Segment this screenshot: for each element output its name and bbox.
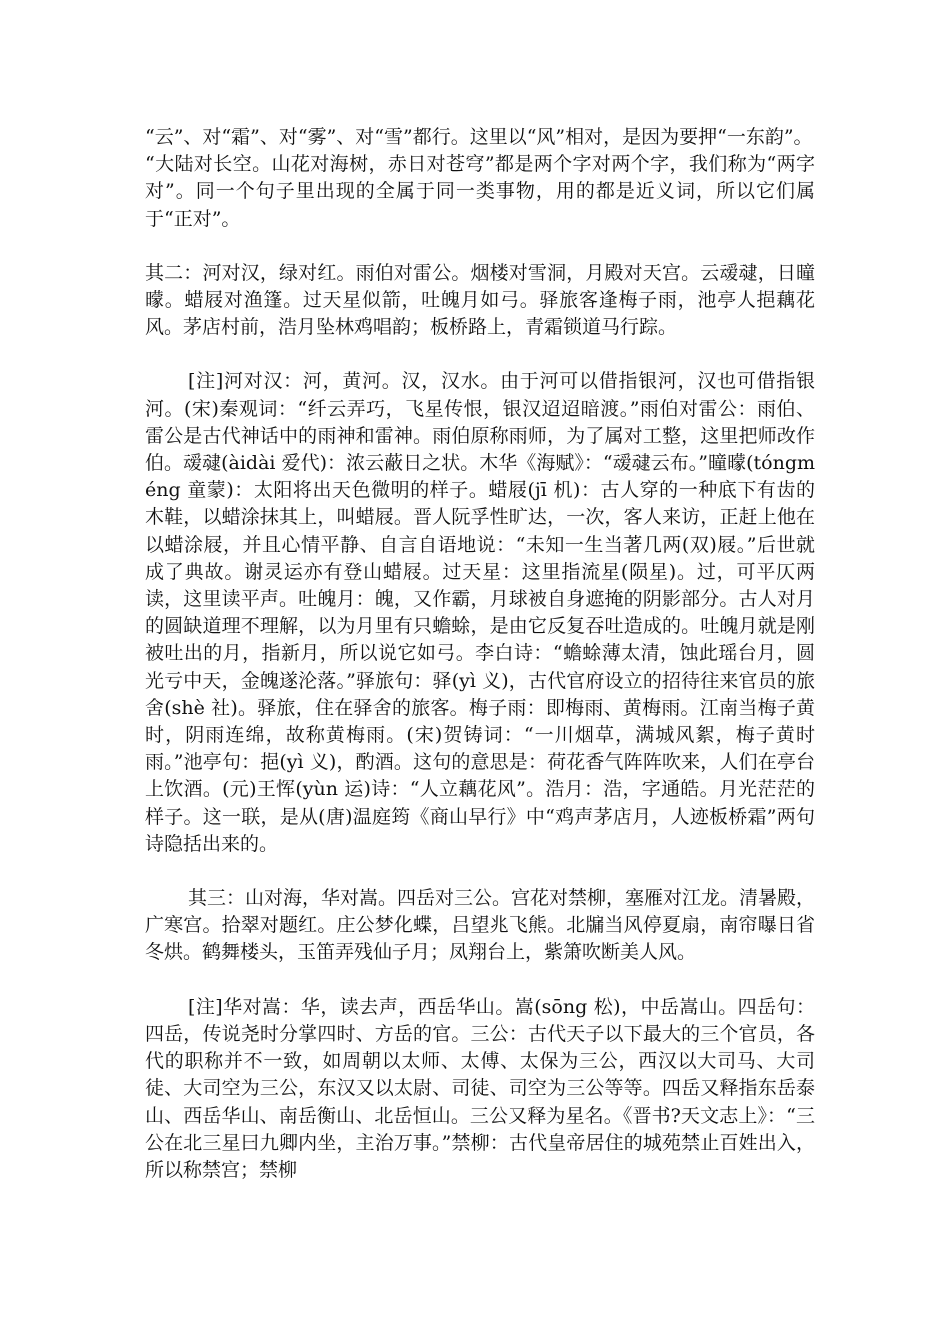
paragraph-note-qi-er: [注]河对汉：河，黄河。汉，汉水。由于河可以借指银河，汉也可借指银河。(宋)秦观词：“纤云弄巧，飞星传恨，银汉迢迢暗渡。”雨伯对雷公：雨伯、雷公是古代神话中的雨神和雷神。雨伯原称雨师，为了属对工整，这里把师改作伯。叆叇(àidài 爱代)：浓云蔽日之状。木华《海赋》：“叆叇云布。”曈曚(tóngméng 童蒙)：太阳将出天色微明的样子。蜡屐(jī 机)：古人穿的一种底下有齿的木鞋，以蜡涂抹其上，叫蜡屐。晋人阮孚性旷达，一次，客人来访，正赶上他在以蜡涂屐，并且心情平静、自言自语地说：“未知一生当著几两(双)屐。”后世就成了典故。谢灵运亦有登山蜡屐。过天星：这里指流星(陨星)。过，可平仄两读，这里读平声。吐魄月：魄，又作霸，月球被自身遮掩的阴影部分。古人对月的圆缺道理不理解，以为月里有只蟾蜍，是由它反复吞吐造成的。吐魄月就是刚被吐出的月，指新月，所以说它如弓。李白诗：“蟾蜍薄太清，蚀此瑶台月，圆光亏中天，金魄遂沦落。”驿旅句：驿(yì 义)，古代官府设立的招待往来官员的旅舍(shè 社)。驿旅，住在驿舍的旅客。梅子雨：即梅雨、黄梅雨。江南当梅子黄时，阴雨连绵，故称黄梅雨。(宋)贺铸词：“一川烟草，满城风絮，梅子黄时雨。”池亭句：挹(yì 义)，酌酒。这句的意思是：荷花香气阵阵吹来，人们在亭台上饮酒。(元)王恽(yùn 运)诗：“人立藕花风”。浩月：浩，字通皓。月光茫茫的样子。这一联，是从(唐)温庭筠《商山早行》中“鸡声茅店月，人迹板桥霜”两句诗隐括出来的。 (145, 370, 815, 855)
paragraph-feng-rhyme: “云”、对“霜”、对“雾”、对“雪”都行。这里以“风”相对，是因为要押“一东韵”。 (145, 126, 813, 148)
paragraph-gap (145, 858, 815, 885)
paragraph-liang-zi-dui: “大陆对长空。山花对海树，赤日对苍穹”都是两个字对两个字，我们称为“两字对”。同一个句子里出现的全属于同一类事物，用的都是近义词，所以它们属于“正对”。 (145, 153, 815, 230)
paragraph-note-qi-san: [注]华对嵩：华，读去声，西岳华山。嵩(sōng 松)，中岳嵩山。四岳句：四岳，传说尧时分掌四时、方岳的官。三公：古代天子以下最大的三个官员，各代的职称并不一致，如周朝以太师、太傅、太保为三公，西汉以大司马、大司徒、大司空为三公，东汉又以太尉、司徒、司空为三公等等。四岳又释指东岳泰山、西岳华山、南岳衡山、北岳恒山。三公又释为星名。《晋书?天文志上》：“三公在北三星曰九卿内坐，主治万事。”禁柳：古代皇帝居住的城苑禁止百姓出入，所以称禁宫；禁柳 (145, 995, 815, 1181)
paragraph-qi-er: 其二：河对汉，绿对红。雨伯对雷公。烟楼对雪洞，月殿对天宫。云叆叇，日曈曚。蜡屐对渔篷。过天星似箭，吐魄月如弓。驿旅客逢梅子雨，池亭人挹藕花风。茅店村前，浩月坠林鸡唱韵；板桥路上，青霜锁道马行踪。 (145, 261, 815, 339)
paragraph-gap (145, 341, 815, 368)
paragraph-qi-san: 其三：山对海，华对嵩。四岳对三公。宫花对禁柳，塞雁对江龙。清暑殿，广寒宫。拾翠对题红。庄公梦化蝶，吕望兆飞熊。北牖当风停夏扇，南帘曝日省冬烘。鹤舞楼头，玉笛弄残仙子月；凤翔台上，紫箫吹断美人风。 (145, 887, 816, 964)
document-page (145, 124, 815, 1184)
paragraph-gap (145, 233, 815, 260)
paragraph-gap (145, 967, 815, 994)
